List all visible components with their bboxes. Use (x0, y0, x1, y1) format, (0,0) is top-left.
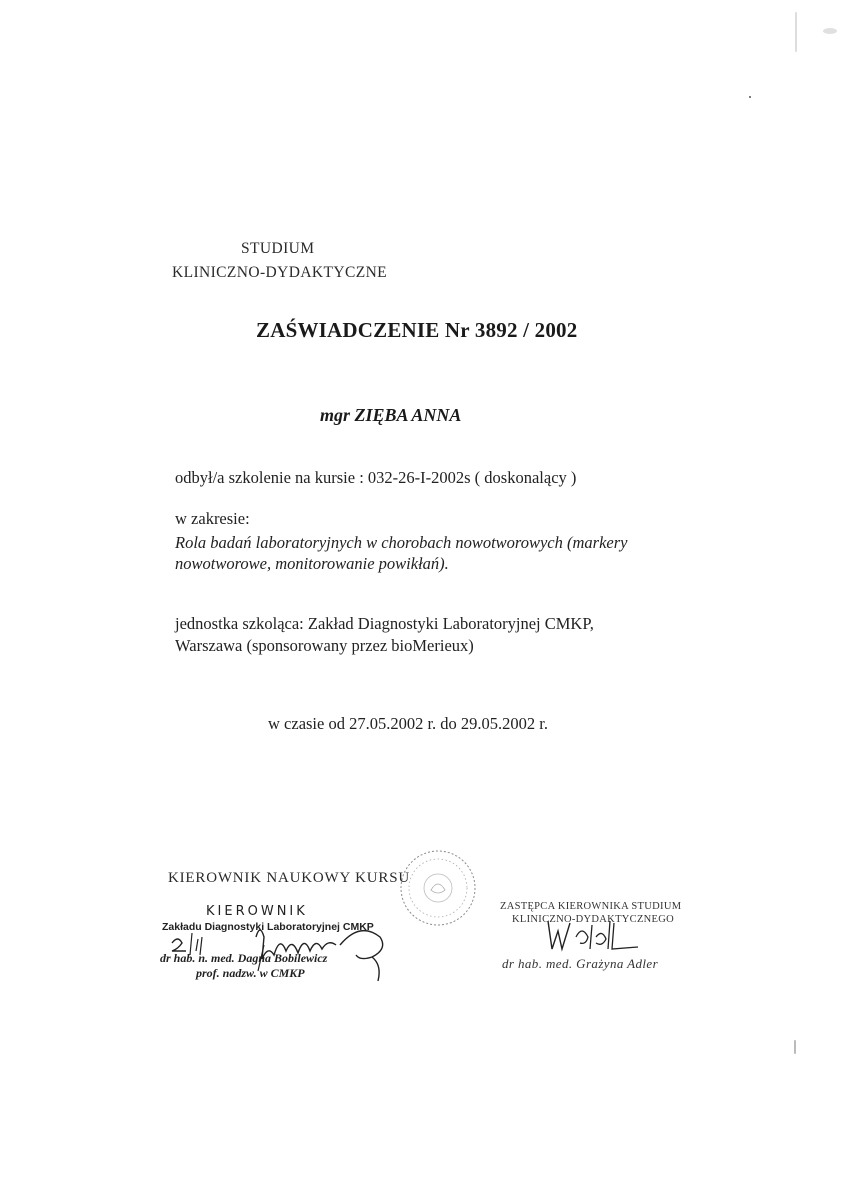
scope-line-2: nowotworowe, monitorowanie powikłań). (175, 554, 449, 573)
left-handwritten-signature (160, 915, 395, 990)
recipient-name: mgr ZIĘBA ANNA (320, 405, 462, 425)
stamp-name: dr hab. n. med. Dagna Bobilewicz (160, 951, 328, 965)
left-signature-label: KIEROWNIK NAUKOWY KURSU (168, 870, 410, 886)
course-period: w czasie od 27.05.2002 r. do 29.05.2002 r. (268, 714, 549, 733)
right-handwritten-signature (540, 915, 645, 960)
stamp-department: Zakładu Diagnostyki Laboratoryjnej CMKP (162, 921, 374, 933)
right-signature-name: dr hab. med. Grażyna Adler (502, 956, 659, 971)
header-studium: STUDIUM (241, 240, 315, 257)
unit-line-2: Warszawa (sponsorowany przez bioMerieux) (175, 636, 474, 655)
scan-speck (795, 12, 797, 52)
scope-line-1: Rola badań laboratoryjnych w chorobach nowotworowych (markery (175, 533, 628, 552)
scan-speck (794, 1040, 796, 1054)
unit-line-1: jednostka szkoląca: Zakład Diagnostyki Laboratoryjnej CMKP, (175, 614, 594, 633)
stamp-kierownik: KIEROWNIK (206, 904, 308, 919)
stamp-title-line: prof. nadzw. w CMKP (196, 966, 305, 980)
right-signature-title-1: ZASTĘPCA KIEROWNIKA STUDIUM (500, 901, 682, 912)
official-seal-icon (398, 848, 478, 928)
scan-speck (749, 96, 751, 98)
header-kliniczno-dydaktyczne: KLINICZNO-DYDAKTYCZNE (172, 264, 388, 281)
scan-speck (823, 28, 837, 34)
certificate-title: ZAŚWIADCZENIE Nr 3892 / 2002 (256, 318, 578, 342)
scope-label: w zakresie: (175, 509, 250, 528)
right-signature-title-2: KLINICZNO-DYDAKTYCZNEGO (512, 914, 675, 925)
course-line: odbył/a szkolenie na kursie : 032-26-I-2002s ( doskonalący ) (175, 468, 577, 487)
